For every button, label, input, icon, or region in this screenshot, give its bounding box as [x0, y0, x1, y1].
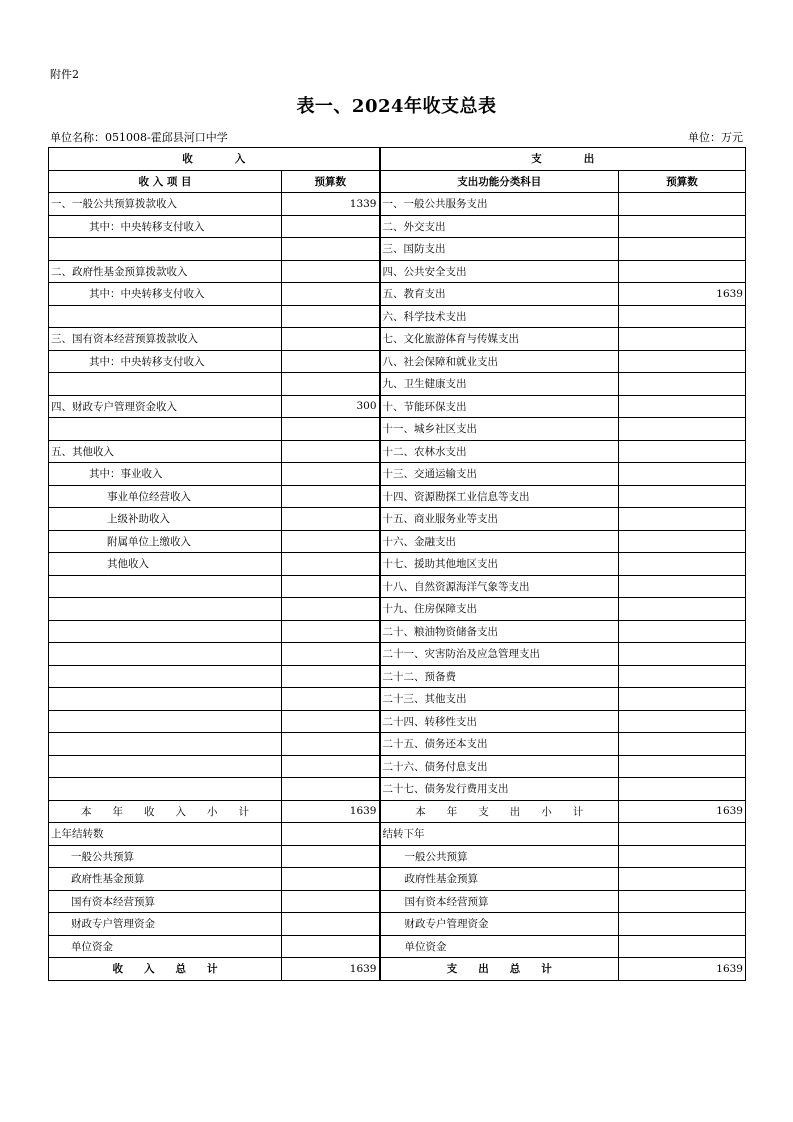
- table-row: [49, 350, 746, 373]
- table-row: [49, 823, 746, 846]
- expense-value-cell: [619, 643, 746, 666]
- expense-item-cell: 二十一、灾害防治及应急管理支出: [380, 643, 619, 666]
- table-row: [49, 665, 746, 688]
- income-item-cell: [49, 755, 282, 778]
- income-item-cell: 本 年 收 入 小 计: [49, 800, 282, 823]
- income-value-cell: 1339: [282, 193, 380, 216]
- income-value-cell: 1639: [282, 800, 380, 823]
- table-row: [49, 553, 746, 576]
- expense-value-cell: [619, 755, 746, 778]
- income-item-cell: 二、政府性基金预算拨款收入: [49, 260, 282, 283]
- currency-unit: 单位：万元: [688, 131, 743, 144]
- budget-summary-table: [48, 147, 746, 981]
- table-row: [49, 688, 746, 711]
- expense-value-cell: [619, 575, 746, 598]
- expense-value-cell: [619, 688, 746, 711]
- table-row: [49, 913, 746, 936]
- income-value-cell: [282, 823, 380, 846]
- income-item-cell: 其中：中央转移支付收入: [49, 350, 282, 373]
- income-value-cell: 300: [282, 395, 380, 418]
- table-row: [49, 733, 746, 756]
- table-row: [49, 238, 746, 261]
- expense-item-cell: 三、国防支出: [380, 238, 619, 261]
- expense-value-cell: [619, 238, 746, 261]
- table-row: [49, 800, 746, 823]
- expense-item-cell: 四、公共安全支出: [380, 260, 619, 283]
- income-item-cell: [49, 620, 282, 643]
- income-value-cell: [282, 778, 380, 801]
- income-item-cell: [49, 373, 282, 396]
- expense-value-cell: [619, 665, 746, 688]
- income-item-cell: 收 入 总 计: [49, 958, 282, 981]
- income-item-cell: 国有资本经营预算: [49, 890, 282, 913]
- expense-item-cell: 八、社会保障和就业支出: [380, 350, 619, 373]
- income-value-cell: [282, 238, 380, 261]
- income-item-cell: 政府性基金预算: [49, 868, 282, 891]
- income-item-cell: 附属单位上缴收入: [49, 530, 282, 553]
- table-row: [49, 643, 746, 666]
- table-row: [49, 868, 746, 891]
- expense-item-cell: 本 年 支 出 小 计: [380, 800, 619, 823]
- income-item-cell: [49, 778, 282, 801]
- table-row: [49, 845, 746, 868]
- table-row: [49, 620, 746, 643]
- table-row: [49, 890, 746, 913]
- expense-value-cell: [619, 328, 746, 351]
- income-item-cell: 其他收入: [49, 553, 282, 576]
- table-row: [49, 418, 746, 441]
- table-row: [49, 755, 746, 778]
- expense-value-cell: [619, 823, 746, 846]
- expense-item-cell: 二十三、其他支出: [380, 688, 619, 711]
- income-item-cell: 三、国有资本经营预算拨款收入: [49, 328, 282, 351]
- expense-value-cell: [619, 215, 746, 238]
- table-row: [49, 778, 746, 801]
- expense-item-header: 支出功能分类科目: [380, 170, 619, 193]
- expense-value-cell: [619, 260, 746, 283]
- expense-value-cell: [619, 530, 746, 553]
- expense-value-cell: 1639: [619, 958, 746, 981]
- income-item-cell: 其中：中央转移支付收入: [49, 215, 282, 238]
- income-item-cell: 财政专户管理资金: [49, 913, 282, 936]
- income-value-cell: [282, 665, 380, 688]
- table-row: [49, 440, 746, 463]
- income-value-cell: [282, 485, 380, 508]
- income-value-cell: [282, 440, 380, 463]
- expense-item-cell: 十、节能环保支出: [380, 395, 619, 418]
- expense-item-cell: 十二、农林水支出: [380, 440, 619, 463]
- expense-item-cell: 十六、金融支出: [380, 530, 619, 553]
- table-row: [49, 193, 746, 216]
- income-item-cell: 四、财政专户管理资金收入: [49, 395, 282, 418]
- expense-value-cell: [619, 890, 746, 913]
- expense-budget-header: 预算数: [619, 170, 746, 193]
- expense-value-cell: [619, 913, 746, 936]
- income-item-cell: [49, 733, 282, 756]
- expense-item-cell: 二十六、债务付息支出: [380, 755, 619, 778]
- income-value-cell: [282, 575, 380, 598]
- expense-item-cell: 七、文化旅游体育与传媒支出: [380, 328, 619, 351]
- income-value-cell: [282, 283, 380, 306]
- expense-value-cell: [619, 418, 746, 441]
- expense-item-cell: 九、卫生健康支出: [380, 373, 619, 396]
- expense-item-cell: 十九、住房保障支出: [380, 598, 619, 621]
- income-value-cell: [282, 935, 380, 958]
- expense-item-cell: 政府性基金预算: [380, 868, 619, 891]
- page-title: 表一、2024年收支总表: [296, 96, 497, 117]
- income-value-cell: [282, 868, 380, 891]
- income-value-cell: [282, 328, 380, 351]
- income-item-cell: [49, 710, 282, 733]
- income-value-cell: [282, 215, 380, 238]
- expense-value-cell: [619, 305, 746, 328]
- income-value-cell: [282, 305, 380, 328]
- expense-item-cell: 十八、自然资源海洋气象等支出: [380, 575, 619, 598]
- expense-item-cell: 二十二、预备费: [380, 665, 619, 688]
- income-item-cell: 事业单位经营收入: [49, 485, 282, 508]
- table-row: [49, 215, 746, 238]
- expense-item-cell: 十五、商业服务业等支出: [380, 508, 619, 531]
- income-value-cell: [282, 350, 380, 373]
- table-row: [49, 305, 746, 328]
- income-budget-header: 预算数: [282, 170, 380, 193]
- table-row: [49, 485, 746, 508]
- expense-item-cell: 国有资本经营预算: [380, 890, 619, 913]
- income-item-header: 收 入 项 目: [49, 170, 282, 193]
- income-value-cell: [282, 620, 380, 643]
- income-item-cell: [49, 598, 282, 621]
- income-header: 收 入: [49, 148, 380, 171]
- expense-item-cell: 支 出 总 计: [380, 958, 619, 981]
- table-row: [49, 935, 746, 958]
- expense-value-cell: [619, 485, 746, 508]
- income-item-cell: [49, 643, 282, 666]
- table-row: [49, 530, 746, 553]
- expense-item-cell: 六、科学技术支出: [380, 305, 619, 328]
- income-value-cell: [282, 890, 380, 913]
- header-row-top: [49, 148, 746, 171]
- attachment-label: 附件2: [50, 68, 79, 81]
- table-row: [49, 508, 746, 531]
- income-value-cell: [282, 418, 380, 441]
- table-row: [49, 958, 746, 981]
- expense-value-cell: [619, 598, 746, 621]
- table-row: [49, 260, 746, 283]
- table-row: [49, 283, 746, 306]
- table-row: [49, 710, 746, 733]
- expense-item-cell: 十三、交通运输支出: [380, 463, 619, 486]
- expense-value-cell: [619, 553, 746, 576]
- expense-value-cell: [619, 935, 746, 958]
- table-row: [49, 598, 746, 621]
- income-item-cell: 一、一般公共预算拨款收入: [49, 193, 282, 216]
- expense-value-cell: 1639: [619, 800, 746, 823]
- expense-item-cell: 一、一般公共服务支出: [380, 193, 619, 216]
- income-value-cell: [282, 463, 380, 486]
- income-item-cell: 一般公共预算: [49, 845, 282, 868]
- unit-name: 单位名称：051008-霍邱县河口中学: [50, 131, 228, 144]
- income-value-cell: [282, 373, 380, 396]
- expense-item-cell: 一般公共预算: [380, 845, 619, 868]
- expense-item-cell: 二十四、转移性支出: [380, 710, 619, 733]
- income-item-cell: [49, 305, 282, 328]
- expense-item-cell: 单位资金: [380, 935, 619, 958]
- expense-value-cell: [619, 620, 746, 643]
- income-item-cell: [49, 665, 282, 688]
- expense-value-cell: [619, 778, 746, 801]
- income-value-cell: [282, 845, 380, 868]
- expense-value-cell: [619, 350, 746, 373]
- table-row: [49, 395, 746, 418]
- expense-value-cell: 1639: [619, 283, 746, 306]
- income-item-cell: 单位资金: [49, 935, 282, 958]
- income-value-cell: [282, 553, 380, 576]
- expense-item-cell: 十一、城乡社区支出: [380, 418, 619, 441]
- expense-value-cell: [619, 373, 746, 396]
- expense-value-cell: [619, 193, 746, 216]
- income-item-cell: 五、其他收入: [49, 440, 282, 463]
- expense-item-cell: 二、外交支出: [380, 215, 619, 238]
- income-value-cell: [282, 508, 380, 531]
- income-value-cell: [282, 733, 380, 756]
- income-item-cell: 其中：中央转移支付收入: [49, 283, 282, 306]
- income-value-cell: 1639: [282, 958, 380, 981]
- expense-item-cell: 十七、援助其他地区支出: [380, 553, 619, 576]
- expense-item-cell: 二十、粮油物资储备支出: [380, 620, 619, 643]
- expense-item-cell: 二十七、债务发行费用支出: [380, 778, 619, 801]
- expense-item-cell: 十四、资源勘探工业信息等支出: [380, 485, 619, 508]
- income-item-cell: [49, 238, 282, 261]
- expense-item-cell: 财政专户管理资金: [380, 913, 619, 936]
- income-item-cell: 上级补助收入: [49, 508, 282, 531]
- income-value-cell: [282, 710, 380, 733]
- expense-header: 支 出: [380, 148, 746, 171]
- expense-item-cell: 二十五、债务还本支出: [380, 733, 619, 756]
- income-value-cell: [282, 530, 380, 553]
- income-item-cell: 其中：事业收入: [49, 463, 282, 486]
- table-row: [49, 328, 746, 351]
- income-value-cell: [282, 260, 380, 283]
- header-row-sub: [49, 170, 746, 193]
- expense-value-cell: [619, 508, 746, 531]
- expense-value-cell: [619, 395, 746, 418]
- table-row: [49, 575, 746, 598]
- expense-item-cell: 五、教育支出: [380, 283, 619, 306]
- expense-value-cell: [619, 845, 746, 868]
- expense-value-cell: [619, 440, 746, 463]
- income-value-cell: [282, 913, 380, 936]
- income-value-cell: [282, 755, 380, 778]
- table-row: [49, 373, 746, 396]
- income-item-cell: [49, 575, 282, 598]
- income-value-cell: [282, 688, 380, 711]
- expense-value-cell: [619, 463, 746, 486]
- income-item-cell: [49, 418, 282, 441]
- expense-value-cell: [619, 868, 746, 891]
- income-value-cell: [282, 643, 380, 666]
- income-value-cell: [282, 598, 380, 621]
- expense-value-cell: [619, 733, 746, 756]
- income-item-cell: 上年结转数: [49, 823, 282, 846]
- expense-value-cell: [619, 710, 746, 733]
- income-item-cell: [49, 688, 282, 711]
- table-row: [49, 463, 746, 486]
- expense-item-cell: 结转下年: [380, 823, 619, 846]
